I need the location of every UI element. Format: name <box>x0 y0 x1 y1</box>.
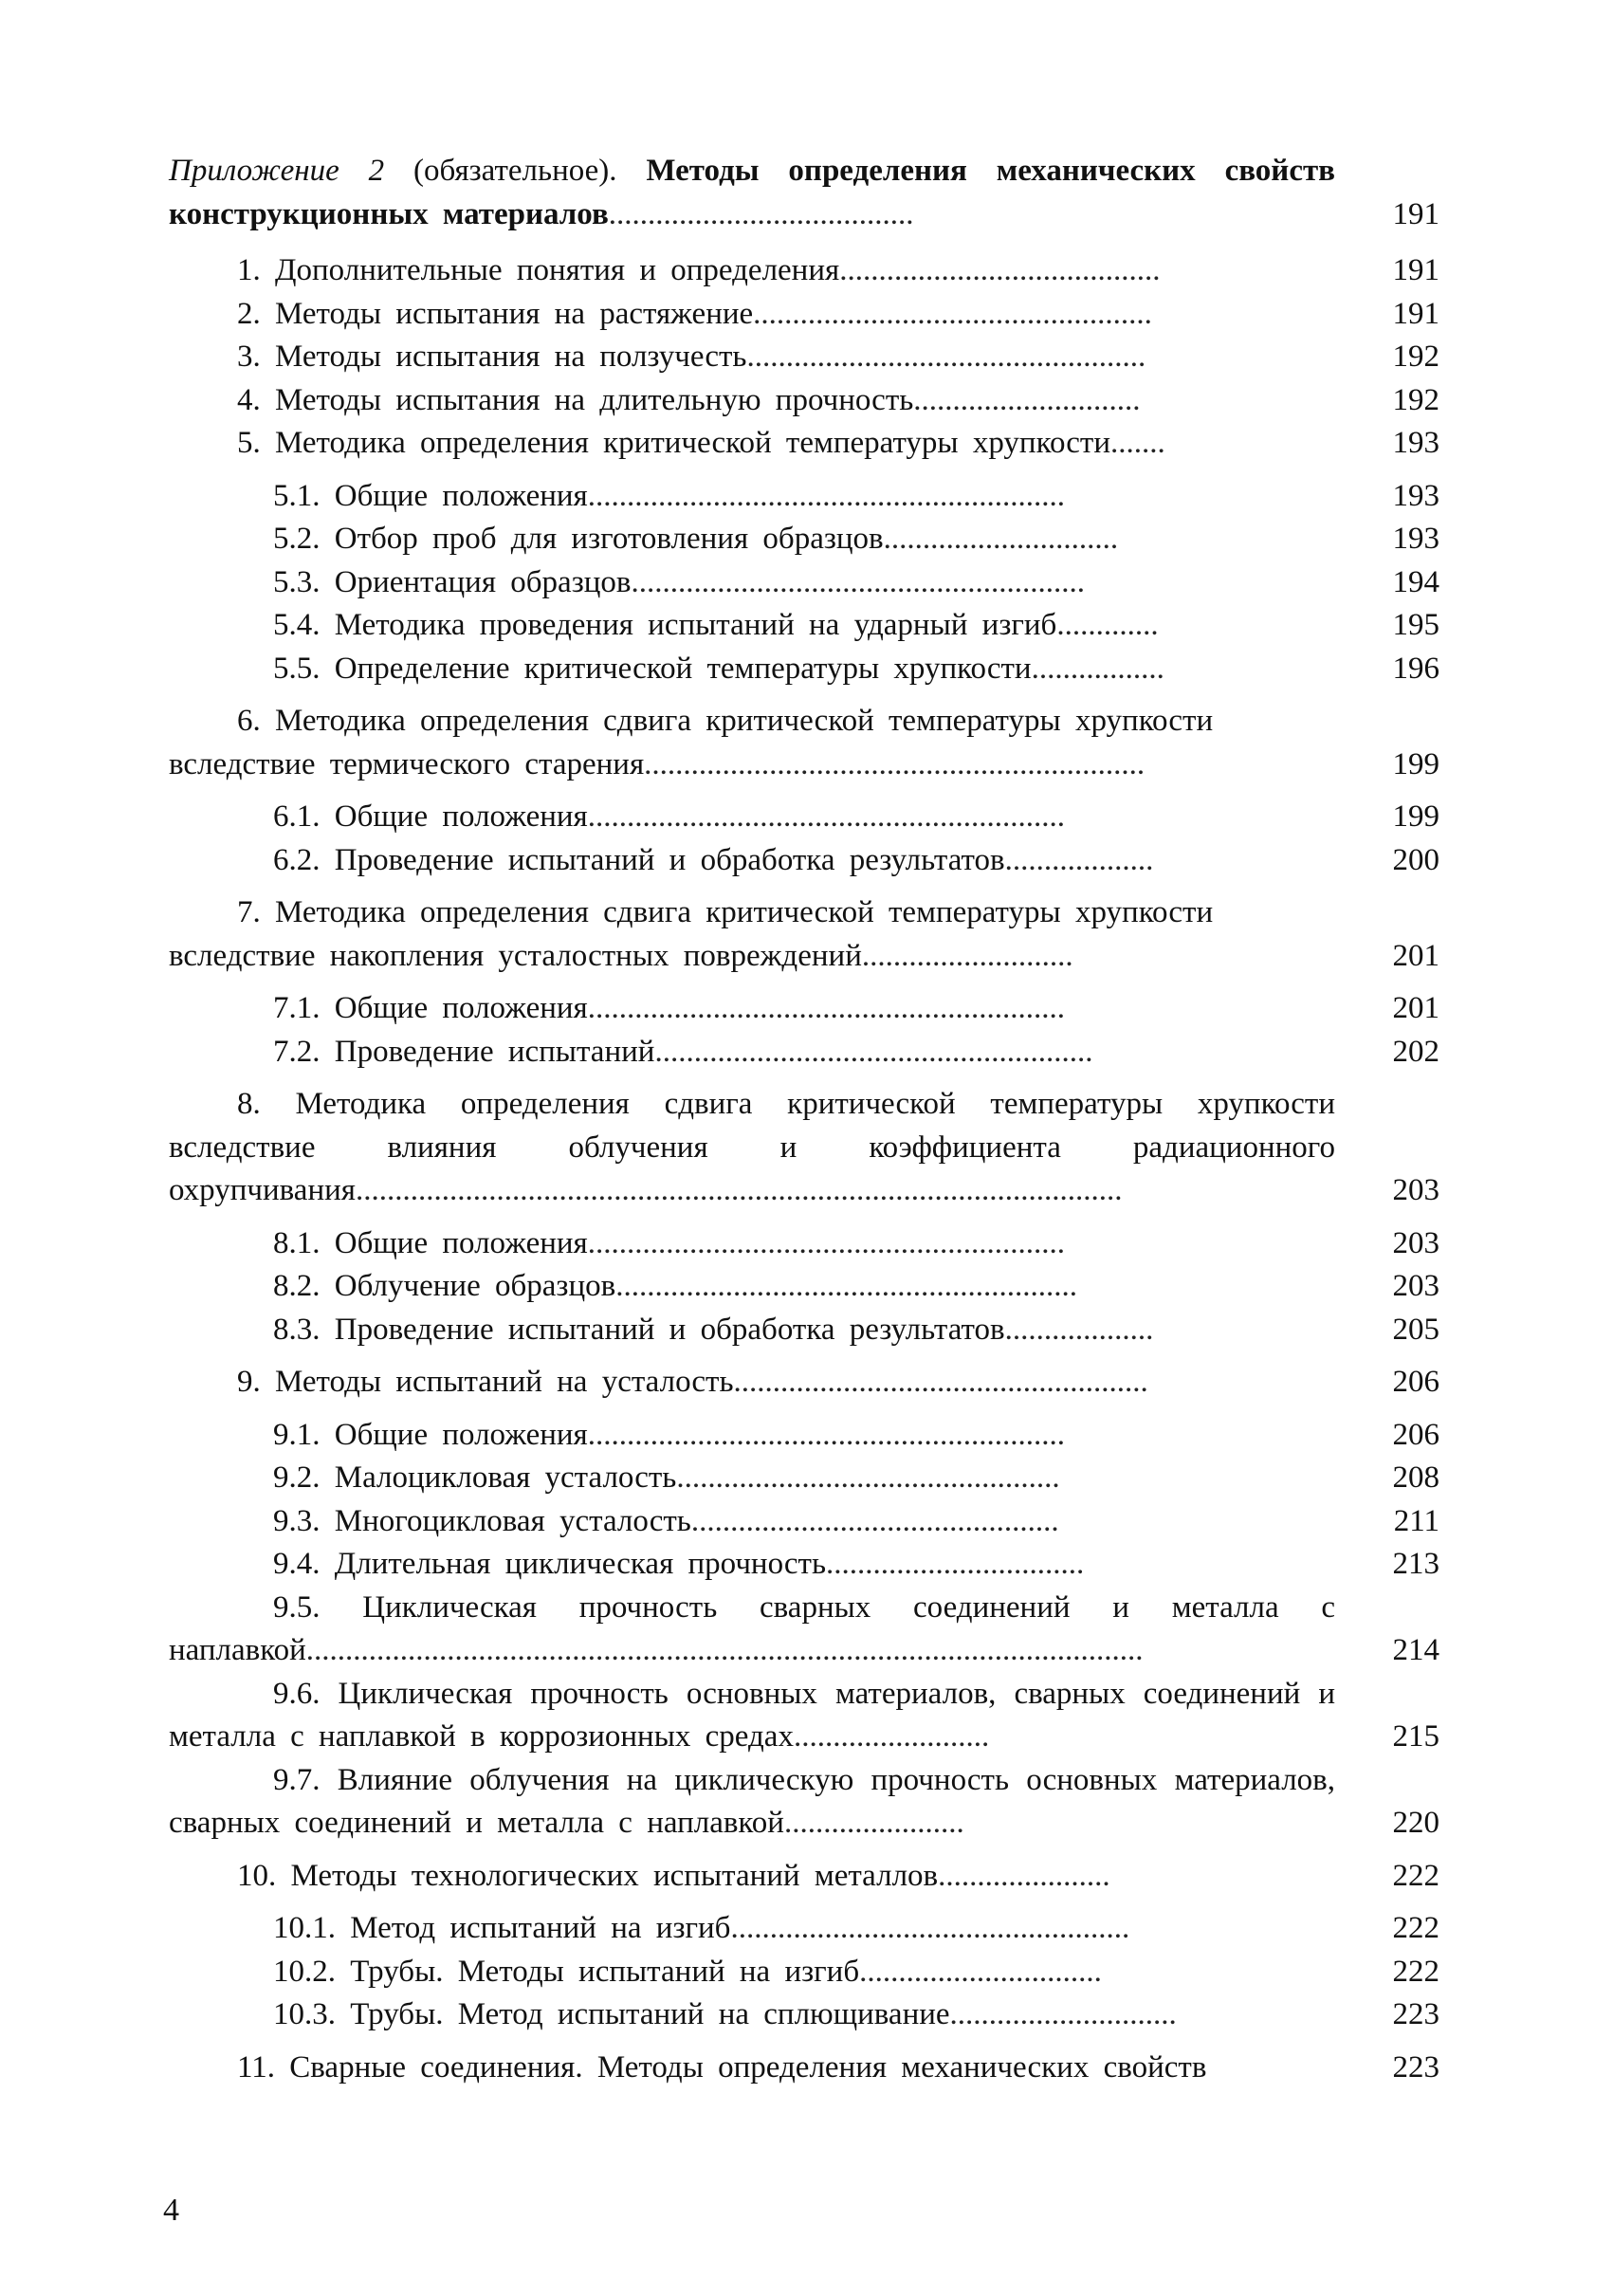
leader-dots: ............................................................. <box>587 478 1065 513</box>
appendix-note: (обязательное). <box>384 154 647 188</box>
entry-title: 6. Методика определения сдвига критической температуры хрупкости вследствие термического старения <box>169 704 1214 781</box>
page-number: 201 <box>1392 938 1439 973</box>
leader-dots: ........................................................ <box>654 1034 1093 1069</box>
entry-title: 8.3. Проведение испытаний и обработка результатов <box>273 1312 1005 1347</box>
leader-dots: ............................... <box>859 1954 1102 1989</box>
toc-entry-5[interactable] <box>169 422 1444 466</box>
toc-entry-9[interactable] <box>169 1361 1444 1405</box>
page-number: 201 <box>1392 991 1439 1025</box>
toc-entry-4[interactable] <box>169 379 1444 423</box>
toc-entry-10[interactable] <box>169 1855 1444 1899</box>
page-number: 193 <box>1392 426 1439 460</box>
toc-entry-9-7[interactable] <box>169 1759 1444 1846</box>
page-number: 205 <box>1392 1312 1439 1347</box>
page-number: 206 <box>1392 1365 1439 1399</box>
toc-entry-1[interactable] <box>169 249 1444 293</box>
entry-title: 5. Методика определения критической температуры хрупкости <box>237 426 1110 460</box>
page-number: 215 <box>1392 1719 1439 1754</box>
toc-entry-5-1[interactable] <box>169 475 1444 519</box>
page-number: 203 <box>1392 1269 1439 1303</box>
page-folio: 4 <box>163 2193 179 2228</box>
toc-entry-7[interactable] <box>169 891 1444 978</box>
entry-title: 6.2. Проведение испытаний и обработка результатов <box>273 842 1005 877</box>
leader-dots: ............................................................. <box>587 1225 1065 1260</box>
entry-title: 3. Методы испытания на ползучесть <box>237 340 747 374</box>
leader-dots: ..................................................... <box>733 1365 1148 1399</box>
entry-title: 6.1. Общие положения <box>273 799 588 834</box>
page-number: 203 <box>1392 1225 1439 1260</box>
leader-dots: ....................................... <box>608 196 914 231</box>
page-number: 191 <box>1392 253 1439 287</box>
appendix-title: Методы определения механических свойств конструкционных материалов <box>169 154 1335 231</box>
leader-dots: ................................................... <box>746 340 1146 374</box>
page-number: 193 <box>1392 522 1439 556</box>
toc-entry-6-1[interactable] <box>169 796 1444 839</box>
entry-title: 9.2. Малоцикловая усталость <box>273 1460 677 1495</box>
leader-dots: .......................................................... <box>631 564 1085 599</box>
entry-title: 10.1. Метод испытаний на изгиб <box>273 1911 731 1945</box>
page-number: 191 <box>1392 196 1439 231</box>
leader-dots: ............................................................. <box>587 799 1065 834</box>
page-number: 199 <box>1392 746 1439 781</box>
entry-title: 10. Методы технологических испытаний металлов <box>237 1858 939 1893</box>
toc-entry-3[interactable] <box>169 336 1444 379</box>
leader-dots: ........................... <box>861 938 1073 973</box>
appendix-label: Приложение 2 <box>169 154 385 188</box>
toc-entry-8-3[interactable] <box>169 1309 1444 1352</box>
entry-title: 7. Методика определения сдвига критической температуры хрупкости вследствие накопления усталостных повреждений <box>169 895 1214 973</box>
toc-entry-10-3[interactable] <box>169 1993 1444 2037</box>
entry-title: 9.4. Длительная циклическая прочность <box>273 1547 827 1581</box>
entry-title: 10.3. Трубы. Метод испытаний на сплющивание <box>273 1997 950 2031</box>
leader-dots: ............................................................. <box>587 1417 1065 1452</box>
toc-entry-6[interactable] <box>169 700 1444 786</box>
toc-entry-5-2[interactable] <box>169 518 1444 561</box>
toc-entry-9-2[interactable] <box>169 1457 1444 1500</box>
entry-title: 5.4. Методика проведения испытаний на ударный изгиб <box>273 608 1057 642</box>
entry-title: 8.1. Общие положения <box>273 1225 588 1260</box>
page-number: 200 <box>1392 842 1439 877</box>
page-number: 214 <box>1392 1633 1439 1667</box>
entry-title: 8.2. Облучение образцов <box>273 1269 616 1303</box>
leader-dots: ............. <box>1056 608 1159 642</box>
entry-title: 1. Дополнительные понятия и определения <box>237 253 840 287</box>
leader-dots: ......................................... <box>839 253 1161 287</box>
toc-entry-appendix-2[interactable] <box>169 150 1444 236</box>
page-number: 223 <box>1392 2049 1439 2085</box>
toc-entry-9-3[interactable] <box>169 1500 1444 1544</box>
page-number: 199 <box>1392 799 1439 834</box>
entry-title: 8. Методика определения сдвига критической температуры хрупкости вследствие влияния облучения и коэффициента радиационного охрупчивания <box>169 1087 1335 1207</box>
table-of-contents <box>169 150 1444 2089</box>
page-number: 206 <box>1392 1417 1439 1452</box>
toc-entry-9-6[interactable] <box>169 1673 1444 1759</box>
entry-title: 10.2. Трубы. Методы испытаний на изгиб <box>273 1954 860 1989</box>
toc-entry-9-1[interactable] <box>169 1414 1444 1458</box>
page-number: 222 <box>1392 1858 1439 1893</box>
entry-title: 9.3. Многоцикловая усталость <box>273 1503 691 1538</box>
page-number: 213 <box>1392 1547 1439 1581</box>
entry-title: 4. Методы испытания на длительную прочность <box>237 382 914 417</box>
entry-title: 9.5. Циклическая прочность сварных соединений и металла с наплавкой <box>169 1589 1335 1667</box>
leader-dots: ....... <box>1110 426 1165 460</box>
toc-entry-11[interactable] <box>169 2047 1444 2090</box>
toc-entry-7-2[interactable] <box>169 1031 1444 1075</box>
toc-entry-10-1[interactable] <box>169 1907 1444 1951</box>
toc-entry-5-4[interactable] <box>169 604 1444 648</box>
leader-dots: ................... <box>1004 1312 1154 1347</box>
entry-title: 9.6. Циклическая прочность основных материалов, сварных соединений и металла с наплавкой в коррозионных средах <box>169 1676 1335 1754</box>
toc-entry-5-5[interactable] <box>169 648 1444 691</box>
page-number: 193 <box>1392 478 1439 513</box>
leader-dots: ........................................................... <box>615 1269 1077 1303</box>
leader-dots: ............................. <box>913 382 1141 417</box>
page-number: 222 <box>1392 1911 1439 1945</box>
entry-title: 11. Сварные соединения. Методы определения механических свойств <box>237 2049 1207 2085</box>
leader-dots: ................................................... <box>753 296 1152 331</box>
leader-dots: ................................................... <box>730 1911 1130 1945</box>
entry-title: 5.2. Отбор проб для изготовления образцов <box>273 522 884 556</box>
entry-title: 9. Методы испытаний на усталость <box>237 1365 734 1399</box>
leader-dots: ............................................... <box>690 1503 1059 1538</box>
page-number: 195 <box>1392 608 1439 642</box>
toc-entry-7-1[interactable] <box>169 987 1444 1031</box>
page-number: 202 <box>1392 1034 1439 1069</box>
leader-dots: ............................................................. <box>587 991 1065 1025</box>
entry-title: 2. Методы испытания на растяжение <box>237 296 754 331</box>
toc-entry-10-2[interactable] <box>169 1951 1444 1994</box>
leader-dots: ....................... <box>783 1806 964 1840</box>
leader-dots: ................... <box>1004 842 1154 877</box>
page-number: 220 <box>1392 1806 1439 1840</box>
entry-title: 9.7. Влияние облучения на циклическую прочность основных материалов, сварных соединений и металла с наплавкой <box>169 1762 1335 1840</box>
leader-dots: ...................... <box>938 1858 1110 1893</box>
leader-dots: ................................................................ <box>644 746 1146 781</box>
toc-entry-6-2[interactable] <box>169 839 1444 883</box>
page-number: 208 <box>1392 1460 1439 1495</box>
page-number: 223 <box>1392 1997 1439 2031</box>
leader-dots: ................................................. <box>676 1460 1060 1495</box>
page-number: 203 <box>1392 1173 1439 1207</box>
page-number: 211 <box>1393 1503 1439 1538</box>
leader-dots: ................................. <box>826 1547 1085 1581</box>
page-number: 192 <box>1392 340 1439 374</box>
entry-title: 7.1. Общие положения <box>273 991 588 1025</box>
entry-title: 5.1. Общие положения <box>273 478 588 513</box>
entry-title: 5.3. Ориентация образцов <box>273 564 632 599</box>
entry-title: 9.1. Общие положения <box>273 1417 588 1452</box>
leader-dots: ........................................................................................................... <box>305 1633 1144 1667</box>
page-number: 194 <box>1392 564 1439 599</box>
leader-dots: ............................. <box>949 1997 1177 2031</box>
toc-entry-5-3[interactable] <box>169 561 1444 605</box>
toc-entry-8-2[interactable] <box>169 1265 1444 1309</box>
toc-entry-9-5[interactable] <box>169 1587 1444 1673</box>
page-number: 196 <box>1392 651 1439 686</box>
page-number: 191 <box>1392 296 1439 331</box>
entry-title: 7.2. Проведение испытаний <box>273 1034 655 1069</box>
page-number: 192 <box>1392 382 1439 417</box>
leader-dots: .............................. <box>883 522 1119 556</box>
toc-entry-2[interactable] <box>169 293 1444 337</box>
toc-entry-8[interactable] <box>169 1083 1444 1213</box>
leader-dots: ......................... <box>793 1719 990 1754</box>
toc-entry-8-1[interactable] <box>169 1222 1444 1266</box>
toc-entry-9-4[interactable] <box>169 1543 1444 1587</box>
page-number: 222 <box>1392 1954 1439 1989</box>
leader-dots: ................. <box>1031 651 1164 686</box>
leader-dots: .................................................................................................. <box>355 1173 1123 1207</box>
entry-title: 5.5. Определение критической температуры хрупкости <box>273 651 1032 686</box>
